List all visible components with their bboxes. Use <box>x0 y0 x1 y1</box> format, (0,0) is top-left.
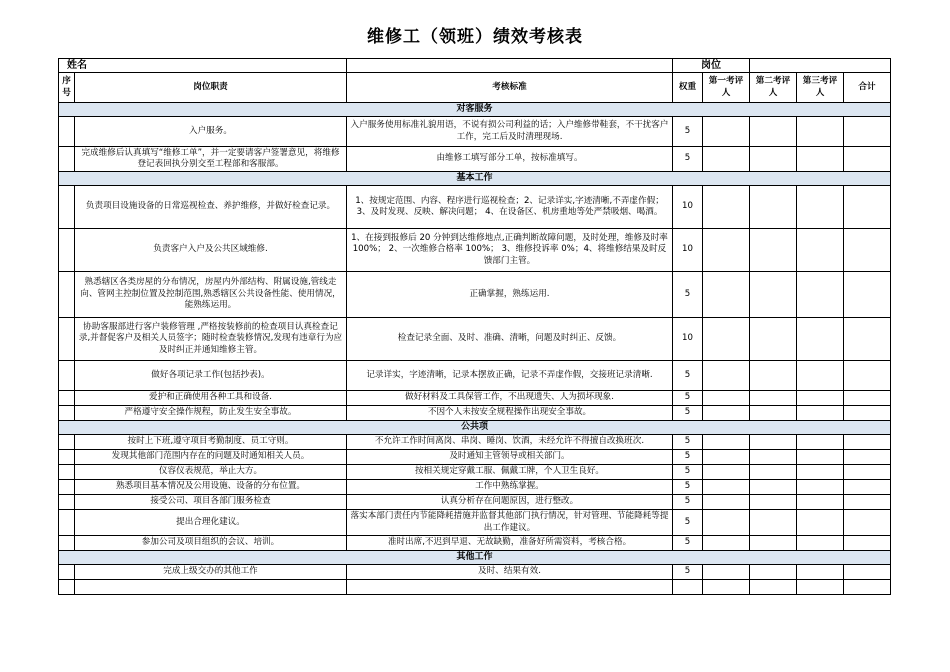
eval1-cell[interactable] <box>703 117 750 147</box>
section-title: 对客服务 <box>59 103 891 117</box>
table-row <box>59 117 891 147</box>
section-title: 公共项 <box>59 421 891 435</box>
eval2-cell[interactable] <box>750 495 797 510</box>
assessment-table <box>58 58 891 595</box>
weight-cell: 5 <box>673 536 703 551</box>
eval1-cell[interactable] <box>703 406 750 421</box>
duty-cell: 接受公司、项目各部门服务检查 <box>75 495 347 510</box>
eval3-cell[interactable] <box>797 272 844 318</box>
eval2-cell[interactable] <box>750 450 797 465</box>
total-cell[interactable] <box>844 229 891 272</box>
section-title: 基本工作 <box>59 172 891 186</box>
standard-cell <box>347 580 673 595</box>
col-eval2: 第二考评人 <box>750 73 797 103</box>
seq-cell[interactable] <box>59 480 75 495</box>
duty-cell <box>75 580 347 595</box>
table-row <box>59 229 891 272</box>
total-cell[interactable] <box>844 391 891 406</box>
page-title: 维修工（领班）绩效考核表 <box>367 27 583 47</box>
total-cell[interactable] <box>844 495 891 510</box>
table-row <box>59 272 891 318</box>
position-value[interactable] <box>750 59 891 73</box>
eval1-cell[interactable] <box>703 186 750 229</box>
total-cell[interactable] <box>844 580 891 595</box>
eval1-cell[interactable] <box>703 435 750 450</box>
eval2-cell[interactable] <box>750 229 797 272</box>
total-cell[interactable] <box>844 272 891 318</box>
standard-cell: 正确掌握，熟练运用. <box>347 272 673 318</box>
total-cell[interactable] <box>844 117 891 147</box>
seq-cell[interactable] <box>59 117 75 147</box>
seq-cell[interactable] <box>59 580 75 595</box>
weight-cell: 5 <box>673 391 703 406</box>
header-row <box>59 73 891 103</box>
seq-cell[interactable] <box>59 147 75 172</box>
standard-cell: 记录详实，字迹清晰，记录本摆放正确，记录不弄虚作假，交接班记录清晰. <box>347 361 673 391</box>
duty-cell: 完成上级交办的其他工作 <box>75 565 347 580</box>
table-row <box>59 480 891 495</box>
duty-cell: 参加公司及项目组织的会议、培训。 <box>75 536 347 551</box>
total-cell[interactable] <box>844 465 891 480</box>
duty-cell: 按时上下班,遵守项目考勤制度、员工守则。 <box>75 435 347 450</box>
standard-cell: 不因个人未按安全规程操作出现安全事故。 <box>347 406 673 421</box>
standard-cell: 做好材料及工具保管工作，不出现遗失、人为损坏现象. <box>347 391 673 406</box>
col-seq: 序号 <box>59 73 75 103</box>
eval3-cell[interactable] <box>797 565 844 580</box>
eval1-cell[interactable] <box>703 565 750 580</box>
eval2-cell[interactable] <box>750 117 797 147</box>
eval1-cell[interactable] <box>703 510 750 536</box>
seq-cell[interactable] <box>59 361 75 391</box>
eval2-cell[interactable] <box>750 435 797 450</box>
weight-cell: 5 <box>673 510 703 536</box>
weight-cell: 5 <box>673 406 703 421</box>
section-header <box>59 421 891 435</box>
standard-cell: 及时、结果有效. <box>347 565 673 580</box>
col-duty: 岗位职责 <box>75 73 347 103</box>
weight-cell: 5 <box>673 361 703 391</box>
eval2-cell[interactable] <box>750 361 797 391</box>
eval1-cell[interactable] <box>703 318 750 361</box>
seq-cell[interactable] <box>59 272 75 318</box>
table-row <box>59 450 891 465</box>
eval3-cell[interactable] <box>797 435 844 450</box>
seq-cell[interactable] <box>59 318 75 361</box>
standard-cell: 检查记录全面、及时、准确、清晰，问题及时纠正、反馈。 <box>347 318 673 361</box>
eval1-cell[interactable] <box>703 391 750 406</box>
standard-cell: 落实本部门责任内节能降耗措施并监督其他部门执行情况，针对管理、节能降耗等提出工作建议。 <box>347 510 673 536</box>
standard-cell: 认真分析存在问题原因，进行整改。 <box>347 495 673 510</box>
total-cell[interactable] <box>844 361 891 391</box>
eval3-cell[interactable] <box>797 480 844 495</box>
eval3-cell[interactable] <box>797 186 844 229</box>
weight-cell <box>673 580 703 595</box>
eval3-cell[interactable] <box>797 450 844 465</box>
col-weight: 权重 <box>673 73 703 103</box>
position-label: 岗位 <box>673 59 750 73</box>
eval3-cell[interactable] <box>797 361 844 391</box>
seq-cell[interactable] <box>59 391 75 406</box>
section-title: 其他工作 <box>59 551 891 565</box>
col-standard: 考核标准 <box>347 73 673 103</box>
col-eval1: 第一考评人 <box>703 73 750 103</box>
standard-cell: 按相关规定穿戴工服、佩戴工牌，个人卫生良好。 <box>347 465 673 480</box>
eval3-cell[interactable] <box>797 117 844 147</box>
weight-cell: 5 <box>673 272 703 318</box>
duty-cell: 仪容仪表规范，举止大方。 <box>75 465 347 480</box>
weight-cell: 10 <box>673 318 703 361</box>
eval1-cell[interactable] <box>703 580 750 595</box>
standard-cell: 不允许工作时间离岗、串岗、睡岗、饮酒，未经允许不得擅自改换班次. <box>347 435 673 450</box>
total-cell[interactable] <box>844 450 891 465</box>
table-row <box>59 406 891 421</box>
standard-cell: 1、在接到报修后 20 分钟到达维修地点,正确判断故障问题，及时处理，维修及时率 100%； 2、一次维修合格率 100%； 3、维修投诉率 0%；4、将维修结果及时反馈部门主管。 <box>347 229 673 272</box>
eval3-cell[interactable] <box>797 510 844 536</box>
eval3-cell[interactable] <box>797 229 844 272</box>
total-cell[interactable] <box>844 435 891 450</box>
eval3-cell[interactable] <box>797 147 844 172</box>
total-cell[interactable] <box>844 565 891 580</box>
weight-cell: 5 <box>673 117 703 147</box>
weight-cell: 5 <box>673 495 703 510</box>
name-row <box>59 59 891 73</box>
eval2-cell[interactable] <box>750 272 797 318</box>
duty-cell: 爱护和正确使用各种工具和设备. <box>75 391 347 406</box>
eval2-cell[interactable] <box>750 580 797 595</box>
standard-cell: 工作中熟练掌握。 <box>347 480 673 495</box>
weight-cell: 5 <box>673 435 703 450</box>
eval1-cell[interactable] <box>703 229 750 272</box>
weight-cell: 10 <box>673 186 703 229</box>
duty-cell: 发现其他部门范围内存在的问题及时通知相关人员。 <box>75 450 347 465</box>
eval2-cell[interactable] <box>750 565 797 580</box>
total-cell[interactable] <box>844 510 891 536</box>
weight-cell: 5 <box>673 465 703 480</box>
table-row <box>59 391 891 406</box>
eval3-cell[interactable] <box>797 465 844 480</box>
section-header <box>59 551 891 565</box>
eval2-cell[interactable] <box>750 510 797 536</box>
duty-cell: 协助客服部进行客户装修管理 ,严格按装修前的检查项目认真检查记录,并督促客户及相关人员签字；随时检查装修情况,发现有违章行为应及时纠正并通知维修主管。 <box>75 318 347 361</box>
name-value[interactable] <box>347 59 673 73</box>
seq-cell[interactable] <box>59 510 75 536</box>
eval3-cell[interactable] <box>797 536 844 551</box>
duty-cell: 负责客户入户及公共区域维修. <box>75 229 347 272</box>
eval1-cell[interactable] <box>703 361 750 391</box>
seq-cell[interactable] <box>59 565 75 580</box>
eval3-cell[interactable] <box>797 495 844 510</box>
section-header <box>59 103 891 117</box>
table-row <box>59 495 891 510</box>
table-row <box>59 510 891 536</box>
col-total: 合计 <box>844 73 891 103</box>
standard-cell: 入户服务使用标准礼貌用语，不说有损公司利益的话；入户维修带鞋套，不干扰客户工作，完工后及时清理现场. <box>347 117 673 147</box>
eval3-cell[interactable] <box>797 391 844 406</box>
eval1-cell[interactable] <box>703 272 750 318</box>
section-header <box>59 172 891 186</box>
eval1-cell[interactable] <box>703 147 750 172</box>
duty-cell: 熟悉辖区各类房屋的分布情况，房屋内外部结构、附属设施,管线走向、管网主控制位置及控制范围,熟悉辖区公共设备性能、使用情况，能熟练运用。 <box>75 272 347 318</box>
eval2-cell[interactable] <box>750 465 797 480</box>
seq-cell[interactable] <box>59 229 75 272</box>
weight-cell: 5 <box>673 147 703 172</box>
seq-cell[interactable] <box>59 465 75 480</box>
seq-cell[interactable] <box>59 435 75 450</box>
weight-cell: 10 <box>673 229 703 272</box>
seq-cell[interactable] <box>59 536 75 551</box>
eval2-cell[interactable] <box>750 186 797 229</box>
col-eval3: 第三考评人 <box>797 73 844 103</box>
table-row <box>59 580 891 595</box>
eval1-cell[interactable] <box>703 536 750 551</box>
seq-cell[interactable] <box>59 186 75 229</box>
table-row <box>59 565 891 580</box>
eval3-cell[interactable] <box>797 580 844 595</box>
weight-cell: 5 <box>673 480 703 495</box>
table-row <box>59 465 891 480</box>
seq-cell[interactable] <box>59 406 75 421</box>
eval3-cell[interactable] <box>797 318 844 361</box>
standard-cell: 由维修工填写部分工单，按标准填写。 <box>347 147 673 172</box>
seq-cell[interactable] <box>59 495 75 510</box>
eval2-cell[interactable] <box>750 391 797 406</box>
table-row <box>59 147 891 172</box>
duty-cell: 做好各项记录工作(包括抄表)。 <box>75 361 347 391</box>
eval2-cell[interactable] <box>750 147 797 172</box>
eval1-cell[interactable] <box>703 450 750 465</box>
table-row <box>59 435 891 450</box>
eval1-cell[interactable] <box>703 465 750 480</box>
total-cell[interactable] <box>844 186 891 229</box>
table-row <box>59 536 891 551</box>
name-label: 姓名 <box>59 59 347 73</box>
eval2-cell[interactable] <box>750 406 797 421</box>
duty-cell: 提出合理化建议。 <box>75 510 347 536</box>
standard-cell: 准时出席,不迟到早退、无故缺勤，准备好所需资料，考核合格。 <box>347 536 673 551</box>
eval2-cell[interactable] <box>750 480 797 495</box>
weight-cell: 5 <box>673 565 703 580</box>
total-cell[interactable] <box>844 536 891 551</box>
total-cell[interactable] <box>844 318 891 361</box>
weight-cell: 5 <box>673 450 703 465</box>
duty-cell: 熟悉项目基本情况及公用设施、设备的分布位置。 <box>75 480 347 495</box>
seq-cell[interactable] <box>59 450 75 465</box>
total-cell[interactable] <box>844 406 891 421</box>
total-cell[interactable] <box>844 480 891 495</box>
eval3-cell[interactable] <box>797 406 844 421</box>
duty-cell: 完成维修后认真填写“维修工单”，并一定要请客户签署意见，将维修登记表回执分别交至工程部和客服部。 <box>75 147 347 172</box>
table-row <box>59 318 891 361</box>
table-row <box>59 186 891 229</box>
standard-cell: 1、按规定范围、内容、程序进行巡视检查；2、记录详实,字迹清晰,不弄虚作假； 3、及时发现、反映、解决问题； 4、在设备区、机房重地等处严禁吸烟、喝酒。 <box>347 186 673 229</box>
eval1-cell[interactable] <box>703 495 750 510</box>
eval2-cell[interactable] <box>750 318 797 361</box>
duty-cell: 入户服务。 <box>75 117 347 147</box>
eval1-cell[interactable] <box>703 480 750 495</box>
total-cell[interactable] <box>844 147 891 172</box>
duty-cell: 严格遵守安全操作规程，防止发生安全事故。 <box>75 406 347 421</box>
standard-cell: 及时通知主管领导或相关部门。 <box>347 450 673 465</box>
table-row <box>59 361 891 391</box>
eval2-cell[interactable] <box>750 536 797 551</box>
duty-cell: 负责项目设施设备的日常巡视检查、养护维修，并做好检查记录。 <box>75 186 347 229</box>
